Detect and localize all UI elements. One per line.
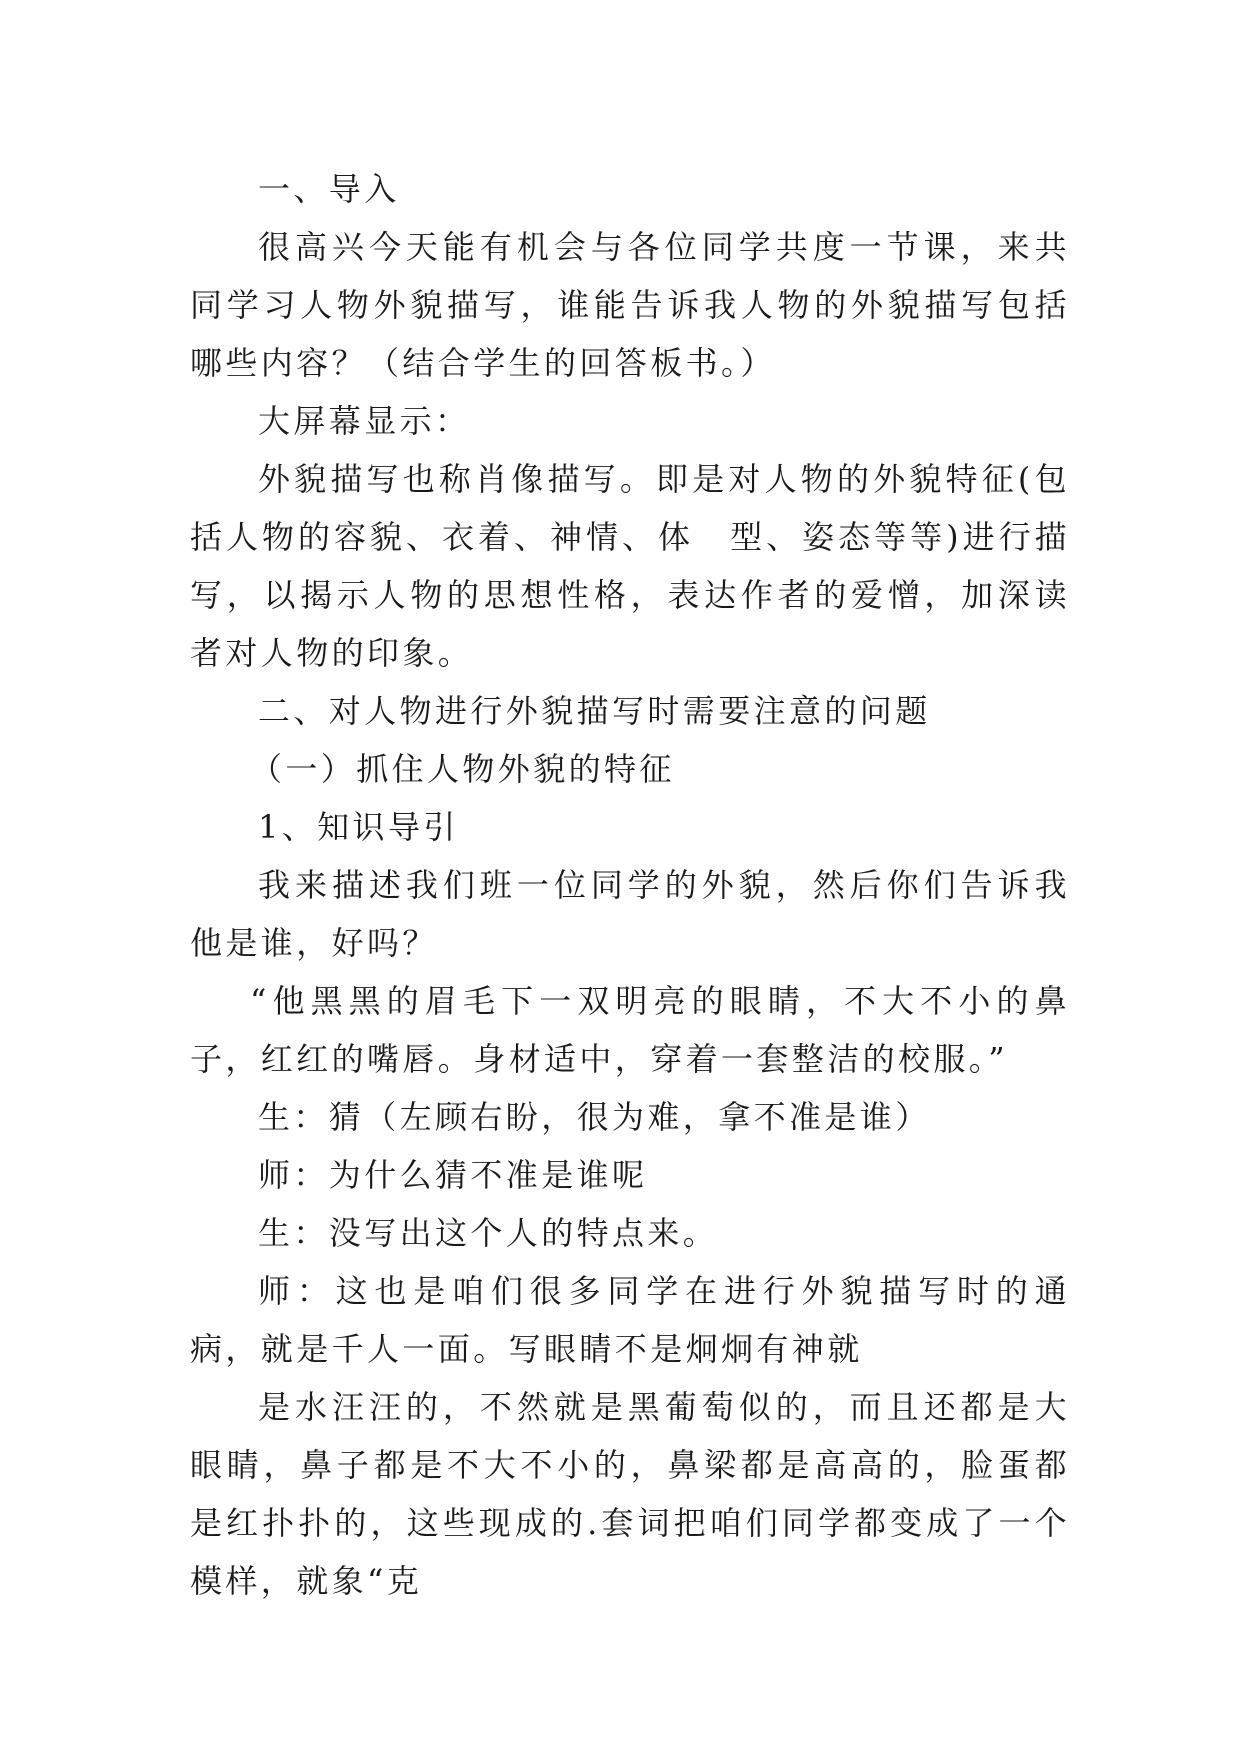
paragraph-teacher-question: 师：为什么猜不准是谁呢 <box>258 1156 648 1194</box>
paragraph-quote: “他黑黑的眉毛下一双明亮的眼睛，不大不小的鼻子，红红的嘴唇。身材适中，穿着一套整洁的校服。” <box>190 982 1070 1078</box>
subsection-heading-features: （一）抓住人物外貌的特征 <box>250 750 675 788</box>
paragraph-continuation: 是水汪汪的，不然就是黑葡萄似的，而且还都是大眼睛，鼻子都是不大不小的，鼻梁都是高高的，脸蛋都是红扑扑的，这些现成的.套词把咱们同学都变成了一个模样，就象“克 <box>190 1388 1070 1600</box>
paragraph-knowledge-guide: 1、知识导引 <box>258 808 459 846</box>
document-body <box>190 160 1070 1610</box>
paragraph-opening: 很高兴今天能有机会与各位同学共度一节课，来共同学习人物外貌描写，谁能告诉我人物的外貌描写包括哪些内容？（结合学生的回答板书。） <box>190 228 1070 382</box>
paragraph-screen-display: 大屏幕显示： <box>258 402 471 440</box>
paragraph-teacher-explain: 师：这也是咱们很多同学在进行外貌描写时的通病，就是千人一面。写眼睛不是炯炯有神就 <box>190 1272 1070 1368</box>
section-heading-intro: 一、导入 <box>258 170 400 208</box>
paragraph-student-guess: 生：猜（左顾右盼，很为难，拿不准是谁） <box>258 1098 931 1136</box>
paragraph-definition: 外貌描写也称肖像描写。即是对人物的外貌特征(包括人物的容貌、衣着、神情、体 型、姿态等等)进行描写，以揭示人物的思想性格，表达作者的爱憎，加深读者对人物的印象。 <box>190 460 1070 672</box>
paragraph-student-answer: 生：没写出这个人的特点来。 <box>258 1214 719 1252</box>
paragraph-teacher-prompt: 我来描述我们班一位同学的外貌，然后你们告诉我他是谁，好吗？ <box>190 866 1070 962</box>
section-heading-issues: 二、对人物进行外貌描写时需要注意的问题 <box>258 692 931 730</box>
